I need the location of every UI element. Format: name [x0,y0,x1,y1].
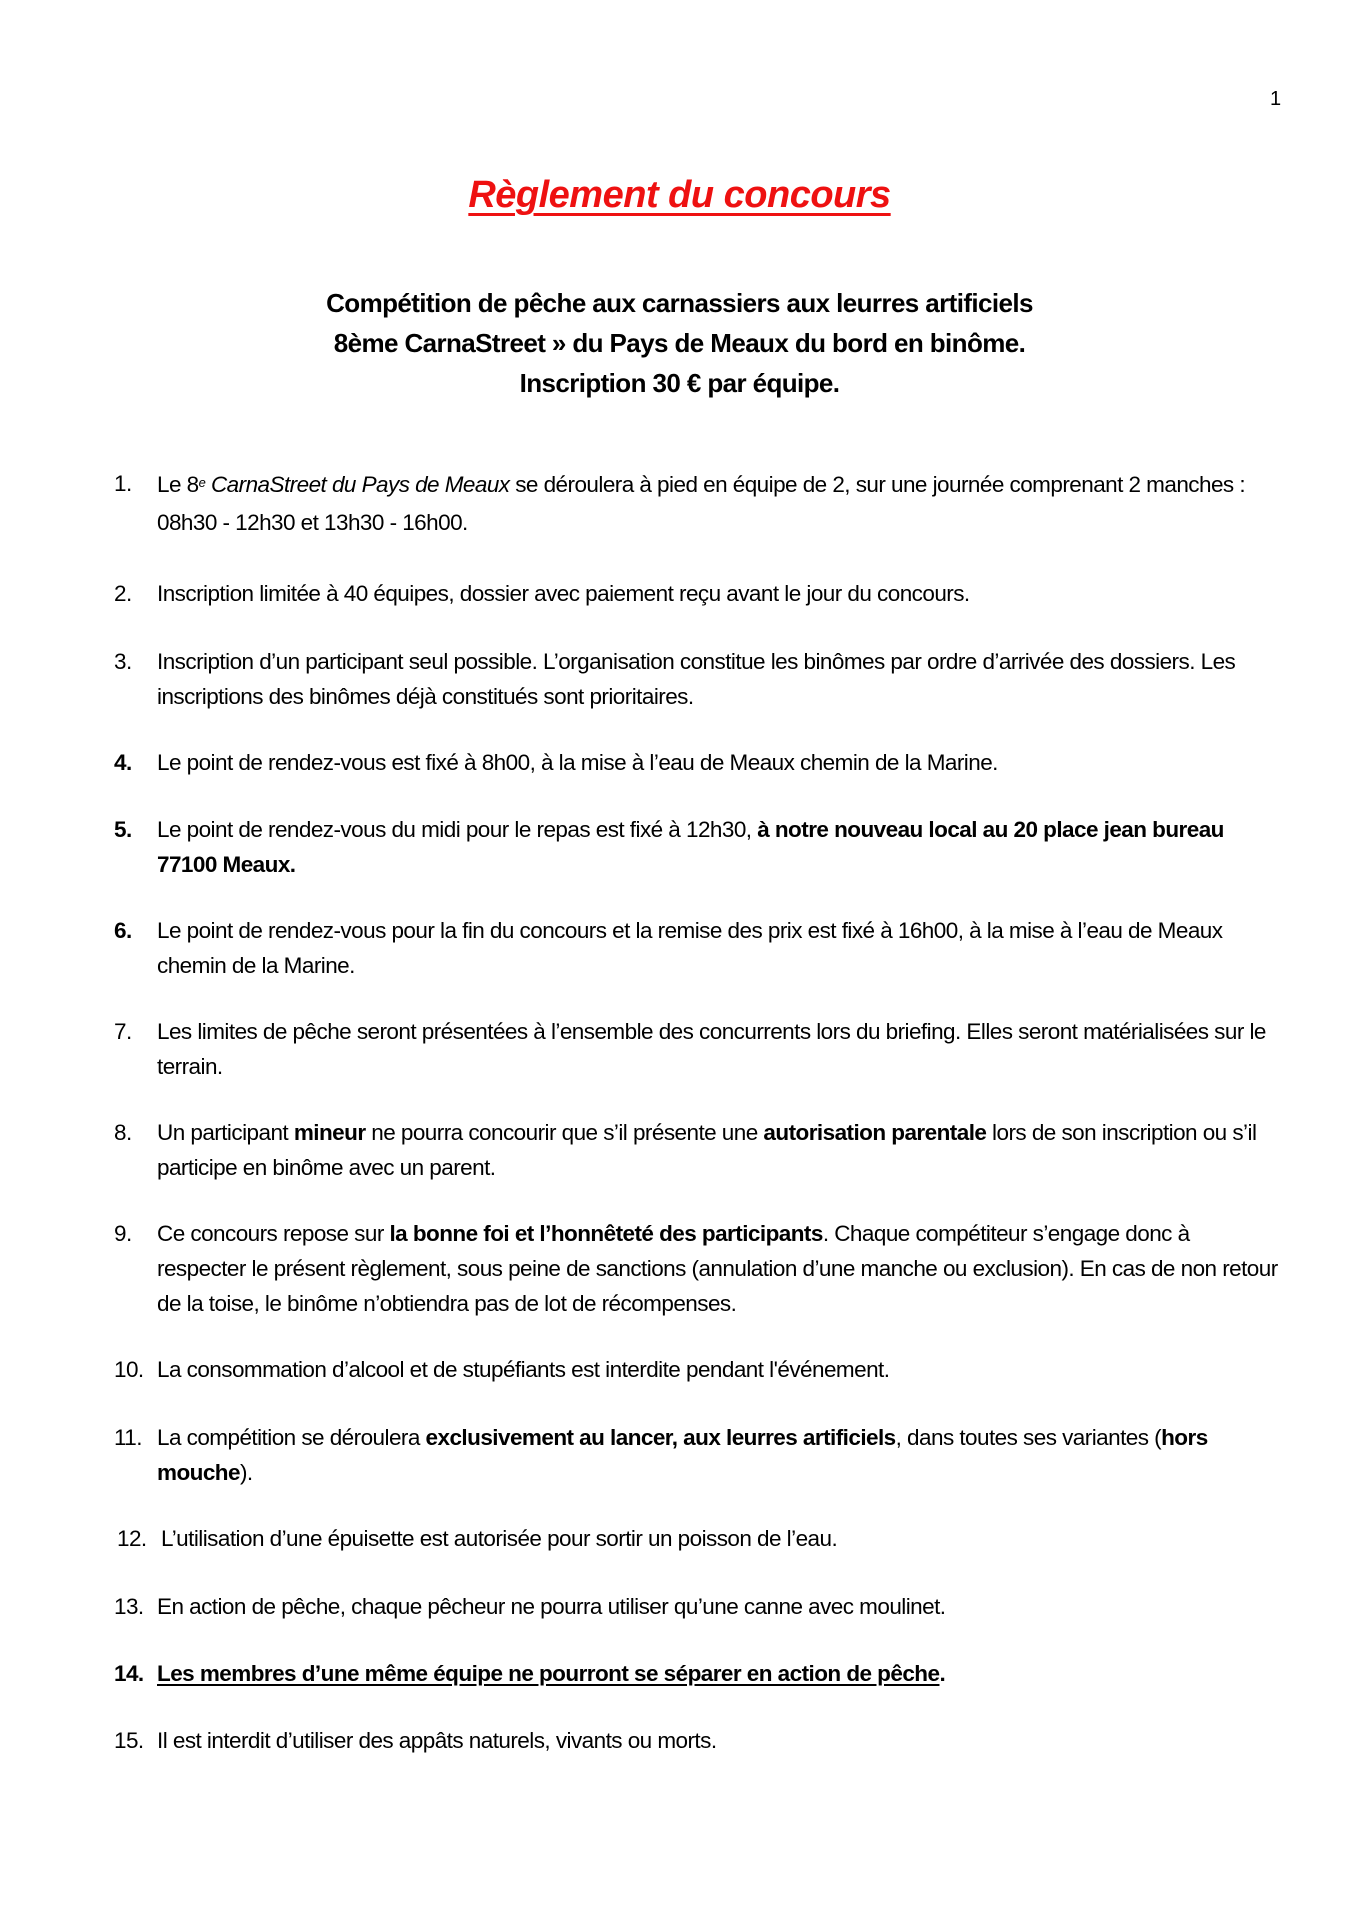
rule-text [157,745,1284,780]
rule-item [114,1216,1284,1321]
rule-number: 11. [114,1425,142,1450]
rule-item [114,1420,1284,1490]
rule-text-segment: , dans toutes ses variantes ( [895,1425,1162,1450]
rule-number: 8. [114,1120,132,1145]
rule-number: 13. [114,1594,144,1619]
rule-text-emphasis: exclusivement au lancer, aux leurres artificiels [425,1425,896,1450]
rule-item [114,1014,1284,1084]
rule-text-segment: En action de pêche, chaque pêcheur ne pourra utiliser qu’une canne avec moulinet. [157,1594,946,1619]
rule-number: 4. [114,750,132,775]
rule-item [114,1589,1284,1624]
rule-number: 6. [114,918,132,943]
rule-text-segment: Le point de rendez-vous est fixé à 8h00, à la mise à l’eau de Meaux chemin de la Marine. [157,750,998,775]
rule-item [114,913,1284,983]
rule-text-segment: Un participant [157,1120,294,1145]
subtitle-line: Compétition de pêche aux carnassiers aux leurres artificiels [326,288,1033,318]
rule-text-segment: Inscription limitée à 40 équipes, dossier avec paiement reçu avant le jour du concours. [157,581,970,606]
rule-item [114,466,1284,542]
rule-text-segment: Le 8 [157,472,199,497]
rule-text-segment: Inscription d’un participant seul possible. L’organisation constitue les binômes par ordre d’arrivée des dossiers. Les inscriptions des binômes déjà constitués sont prioritaires. [157,649,1236,709]
rule-text-emphasis: la bonne foi et l’honnêteté des participants [389,1221,823,1246]
rule-item [114,1723,1284,1758]
rule-number: 14. [114,1661,144,1686]
rule-number: 2. [114,581,132,606]
rule-item [114,1656,1284,1691]
rule-item [114,1521,1284,1556]
rule-text [157,644,1284,714]
subtitle-line: Inscription 30 € par équipe. [519,368,840,398]
rule-text-emphasis: . [939,1661,946,1686]
rule-text-segment: e [198,475,206,490]
rule-text-segment: lors de son inscription ou s’il participe en binôme avec un parent. [157,1120,1257,1180]
rule-text-emphasis: Les membres d’une même équipe ne pourront se séparer en action de pêche [157,1661,940,1686]
rule-text [157,1115,1284,1185]
rule-number: 15. [114,1728,144,1753]
rule-item [114,1352,1284,1387]
rule-item [114,812,1284,882]
rule-text-segment: L’utilisation d’une épuisette est autorisée pour sortir un poisson de l’eau. [161,1526,838,1551]
rule-text [157,576,1284,611]
rule-text-emphasis: à notre nouveau local au 20 place jean bureau 77100 Meaux. [157,817,1224,877]
rule-text-segment: Le point de rendez-vous du midi pour le repas est fixé à 12h30, [157,817,758,842]
rule-text-segment: Ce concours repose sur [157,1221,390,1246]
rule-text-segment: Les limites de pêche seront présentées à l’ensemble des concurrents lors du briefing. Elles seront matérialisées sur le terrain. [157,1019,1266,1079]
rule-text [157,1723,1284,1758]
rule-text-segment: La compétition se déroulera [157,1425,426,1450]
rule-text [157,1420,1284,1490]
rule-text [157,1656,1284,1691]
rule-number: 10. [114,1357,144,1382]
rule-text-segment: se déroulera à pied en équipe de 2, sur une journée comprenant 2 manches : 08h30 - 12h30 et 13h30 - 16h00. [157,472,1246,535]
page-number: 1 [1270,88,1282,110]
rule-text-segment: Le point de rendez-vous pour la fin du concours et la remise des prix est fixé à 16h00, à la mise à l’eau de Meaux chemin de la Marine. [157,918,1223,978]
rule-text [157,1014,1284,1084]
document-title: Règlement du concours [468,174,891,216]
rule-text [157,812,1284,882]
rule-text-segment: La consommation d’alcool et de stupéfiants est interdite pendant l'événement. [157,1357,890,1382]
subtitle-line: 8ème CarnaStreet » du Pays de Meaux du bord en binôme. [333,328,1026,358]
rule-number: 12. [117,1526,147,1551]
rule-number: 9. [114,1221,132,1246]
rule-text [157,1589,1284,1624]
rule-number: 5. [114,817,132,842]
rule-text-segment: ne pourra concourir que s’il présente une [365,1120,764,1145]
rule-text [157,913,1284,983]
rule-item [114,576,1284,611]
rule-text-emphasis: autorisation parentale [763,1120,987,1145]
rule-text [157,466,1284,542]
rule-text-segment: Il est interdit d’utiliser des appâts naturels, vivants ou morts. [157,1728,717,1753]
rule-text-segment: CarnaStreet du Pays de Meaux [210,472,510,497]
rule-number: 7. [114,1019,132,1044]
rule-item [114,745,1284,780]
rule-number: 1. [114,471,132,496]
rule-number: 3. [114,649,132,674]
rule-text [157,1352,1284,1387]
rule-text-segment: . Chaque compétiteur s’engage donc à respecter le présent règlement, sous peine de sanctions (annulation d’une manche ou exclusion). En cas de non retour de la toise, le binôme n’obtiendra pas de lot de récompenses. [157,1221,1278,1316]
rule-text [157,1216,1284,1321]
rule-text-segment: ). [239,1460,253,1485]
rule-item [114,1115,1284,1185]
rule-text [161,1521,1284,1556]
document-subtitle [0,283,1359,403]
rule-text-emphasis: mineur [293,1120,366,1145]
rule-text-emphasis: hors mouche [157,1425,1208,1485]
rule-item [114,644,1284,714]
